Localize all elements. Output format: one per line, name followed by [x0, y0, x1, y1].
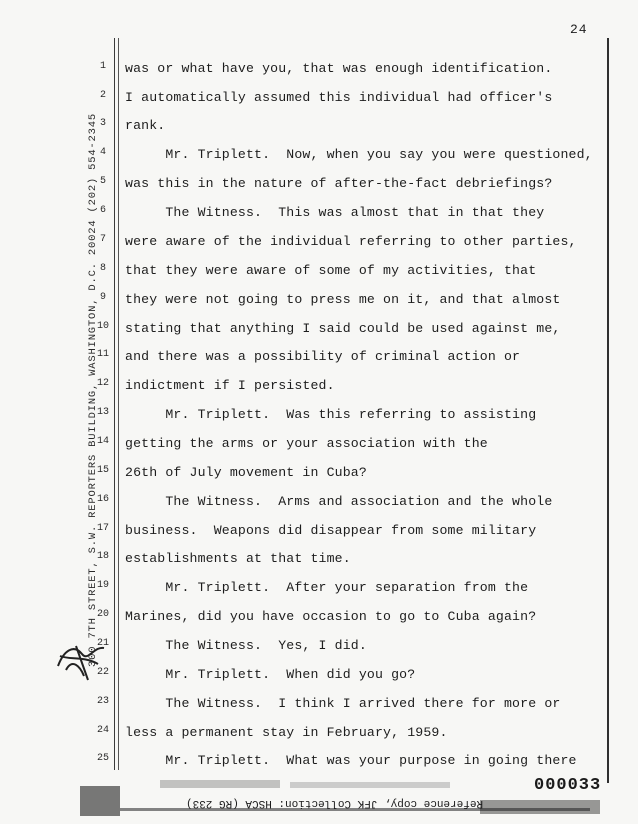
- line-number: 14: [96, 436, 109, 447]
- transcript-line: [0, 147, 638, 169]
- line-number: 2: [99, 90, 106, 101]
- transcript-line: [0, 176, 638, 198]
- line-text: Mr. Triplett. What was your purpose in going there: [125, 753, 577, 768]
- line-number: 11: [96, 349, 109, 360]
- transcript-line: [0, 580, 638, 602]
- line-text: The Witness. This was almost that in that they: [125, 205, 545, 220]
- line-number: 7: [99, 234, 106, 245]
- line-number: 25: [96, 753, 109, 764]
- transcript-line: [0, 349, 638, 371]
- line-text: and there was a possibility of criminal action or: [125, 349, 521, 364]
- line-text: The Witness. I think I arrived there for more or: [125, 696, 561, 711]
- transcript-line: [0, 234, 638, 256]
- line-text: Marines, did you have occasion to go to Cuba again?: [125, 609, 537, 624]
- line-number: 3: [99, 118, 106, 129]
- line-text: Mr. Triplett. When did you go?: [125, 667, 416, 682]
- line-number: 17: [96, 523, 109, 534]
- line-text: less a permanent stay in February, 1959.: [125, 725, 448, 740]
- line-text: Mr. Triplett. After your separation from the: [125, 580, 529, 595]
- line-number: 23: [96, 696, 109, 707]
- line-text: I automatically assumed this individual had officer's: [125, 90, 553, 105]
- line-text: Mr. Triplett. Now, when you say you were questioned,: [125, 147, 593, 162]
- reporter-address-stamp: 300 7TH STREET, S.W. REPORTERS BUILDING, WASHINGTON, D.C. 20024 (202) 554-2345: [87, 113, 99, 667]
- line-text: stating that anything I said could be used against me,: [125, 321, 561, 336]
- line-text: indictment if I persisted.: [125, 378, 335, 393]
- line-text: establishments at that time.: [125, 551, 351, 566]
- line-text: getting the arms or your association with the: [125, 436, 488, 451]
- line-number: 9: [99, 292, 106, 303]
- line-number: 5: [99, 176, 106, 187]
- line-text: that they were aware of some of my activities, that: [125, 263, 537, 278]
- transcript-line: [0, 378, 638, 400]
- line-text: business. Weapons did disappear from some military: [125, 523, 537, 538]
- line-number: 16: [96, 494, 109, 505]
- transcript-line: [0, 118, 638, 140]
- transcript-line: [0, 407, 638, 429]
- line-number: 15: [96, 465, 109, 476]
- line-text: rank.: [125, 118, 166, 133]
- line-number: 6: [99, 205, 106, 216]
- line-number: 22: [96, 667, 109, 678]
- transcript-line: [0, 205, 638, 227]
- transcript-line: [0, 494, 638, 516]
- line-text: 26th of July movement in Cuba?: [125, 465, 367, 480]
- line-text: The Witness. Yes, I did.: [125, 638, 367, 653]
- line-number: 8: [99, 263, 106, 274]
- line-number: 13: [96, 407, 109, 418]
- line-text: was or what have you, that was enough identification.: [125, 61, 553, 76]
- transcript-line: [0, 436, 638, 458]
- line-number: 20: [96, 609, 109, 620]
- transcript-line: [0, 61, 638, 83]
- line-number: 10: [96, 321, 109, 332]
- line-number: 18: [96, 551, 109, 562]
- reference-collection-stamp: Reference copy, JFK Collection: HSCA (RG 233): [186, 797, 484, 809]
- line-number: 19: [96, 580, 109, 591]
- transcript-line: [0, 292, 638, 314]
- transcript-line: [0, 551, 638, 573]
- line-text: The Witness. Arms and association and the whole: [125, 494, 553, 509]
- transcript-line: [0, 725, 638, 747]
- handwritten-mark: [54, 636, 110, 684]
- line-text: were aware of the individual referring to other parties,: [125, 234, 577, 249]
- line-text: was this in the nature of after-the-fact debriefings?: [125, 176, 553, 191]
- line-text: they were not going to press me on it, and that almost: [125, 292, 561, 307]
- transcript-line: [0, 465, 638, 487]
- line-number: 12: [96, 378, 109, 389]
- line-text: Mr. Triplett. Was this referring to assisting: [125, 407, 537, 422]
- line-number: 4: [99, 147, 106, 158]
- transcript-line: [0, 696, 638, 718]
- document-number: 000033: [534, 776, 602, 795]
- line-number: 1: [99, 61, 106, 72]
- transcript-line: [0, 90, 638, 112]
- line-number: 21: [96, 638, 109, 649]
- transcript-line: [0, 753, 638, 775]
- transcript-line: [0, 609, 638, 631]
- page-number: 24: [570, 22, 588, 37]
- transcript-line: [0, 321, 638, 343]
- transcript-line: [0, 263, 638, 285]
- line-number: 24: [96, 725, 109, 736]
- transcript-line: [0, 523, 638, 545]
